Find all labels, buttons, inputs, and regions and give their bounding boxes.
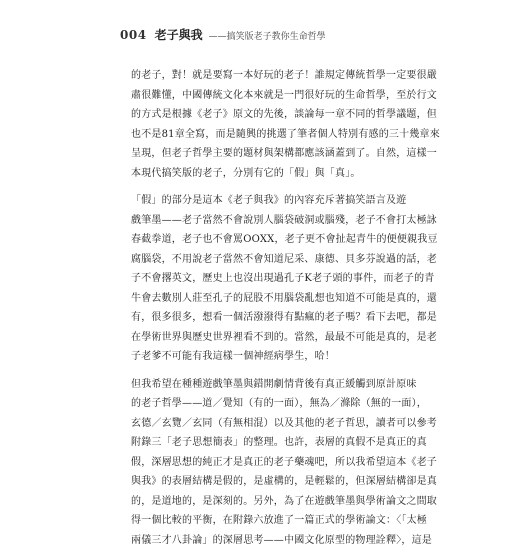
book-title: 老子與我 [154,28,203,42]
text-line: 與我》的表層結構是假的，是虛構的，是輕鬆的，但深層結構卻是真 [131,476,437,487]
text-line: 也不是81章全寫，而是隨興的挑選了筆者個人特別有感的三十幾章來 [131,128,440,140]
text-line: 春截拳道，老子也不會罵OOXX，老子更不會扯起青牛的便便親我豆 [131,234,438,245]
text-line: 兩儀三才八卦論」的深層思考——中國文化原型的物理詮釋〉，這是 [131,534,432,546]
text-line: 本現代搞笑版的老子，分別有它的「假」與「真」。 [131,167,361,179]
text-line: 牛會去數別人莊至孔子的屁股不用腦袋亂想也知道不可能是真的，還 [131,292,437,304]
text-line: 的老子，對！就是要寫一本好玩的老子！誰規定傳統哲學一定要很嚴 [131,70,437,81]
text-line: 有，很多很多，想看一個活潑潑得有點瘋的老子嗎？看下去吧，都是 [131,312,437,323]
paragraph-3 [131,375,437,551]
book-subtitle: ——搞笑版老子教你生命哲學 [208,32,326,42]
text-line: 假，深層思想的純正才是真正的老子藥魂吧，所以我希望這本《老子 [131,456,437,468]
text-line: 在學術世界與歷史世界裡看不到的。當然，最最不可能是真的，是老 [131,331,437,343]
body-text [131,66,440,552]
text-line: 的，是道地的，是深刻的。另外，為了在遊戲筆墨與學術論文之間取 [131,495,437,507]
text-line: 附錄三「老子思想簡表」的整理。也許，表層的真假不是真正的真 [131,437,427,448]
text-line: 「假」的部分是這本《老子與我》的內容充斥著搞笑語言及遊 [131,195,407,206]
text-line: 玄德／玄覽／玄同（有無相混）以及其他的老子哲思，讀者可以參考 [131,417,437,429]
text-line: 的老子哲學——道／覺知（有的一面），無為／滌除（無的一面）， [131,398,427,409]
text-line: 呈現，但老子哲學主要的題材與架構都應該涵蓋到了。自然，這樣一 [131,148,437,159]
text-line: 但我希望在種種遊戲筆墨與錯開劇情背後有真正緩觸到原計原味 [131,378,417,390]
paragraph-2 [131,191,438,367]
text-line: 的方式是根據《老子》原文的先後，談論每一章不同的哲學議題，但 [131,109,437,120]
text-line: 腐腦袋，不用說老子當然不會知道尼采、康德、貝多芬說過的話，老 [131,253,437,265]
text-line: 子不會撂英文，歷史上也沒出現過孔子K老子頭的事件，而老子的青 [131,273,435,284]
page-number: 004 [120,28,147,42]
text-line: 肅很難懂，中國傳統文化本來就是一門很好玩的生命哲學，至於行文 [131,89,437,101]
running-header [120,26,326,44]
text-line: 子老爹不可能有我這樣一個神經病學生，哈！ [131,351,335,362]
text-line: 戲筆墨——老子當然不會說別人腦袋破洞或腦殘，老子不會打太極詠 [131,214,437,226]
text-line: 得一個比較的平衡，在附錄六放進了一篇正式的學術論文：〈「太極 [131,515,427,526]
paragraph-1 [131,66,440,183]
